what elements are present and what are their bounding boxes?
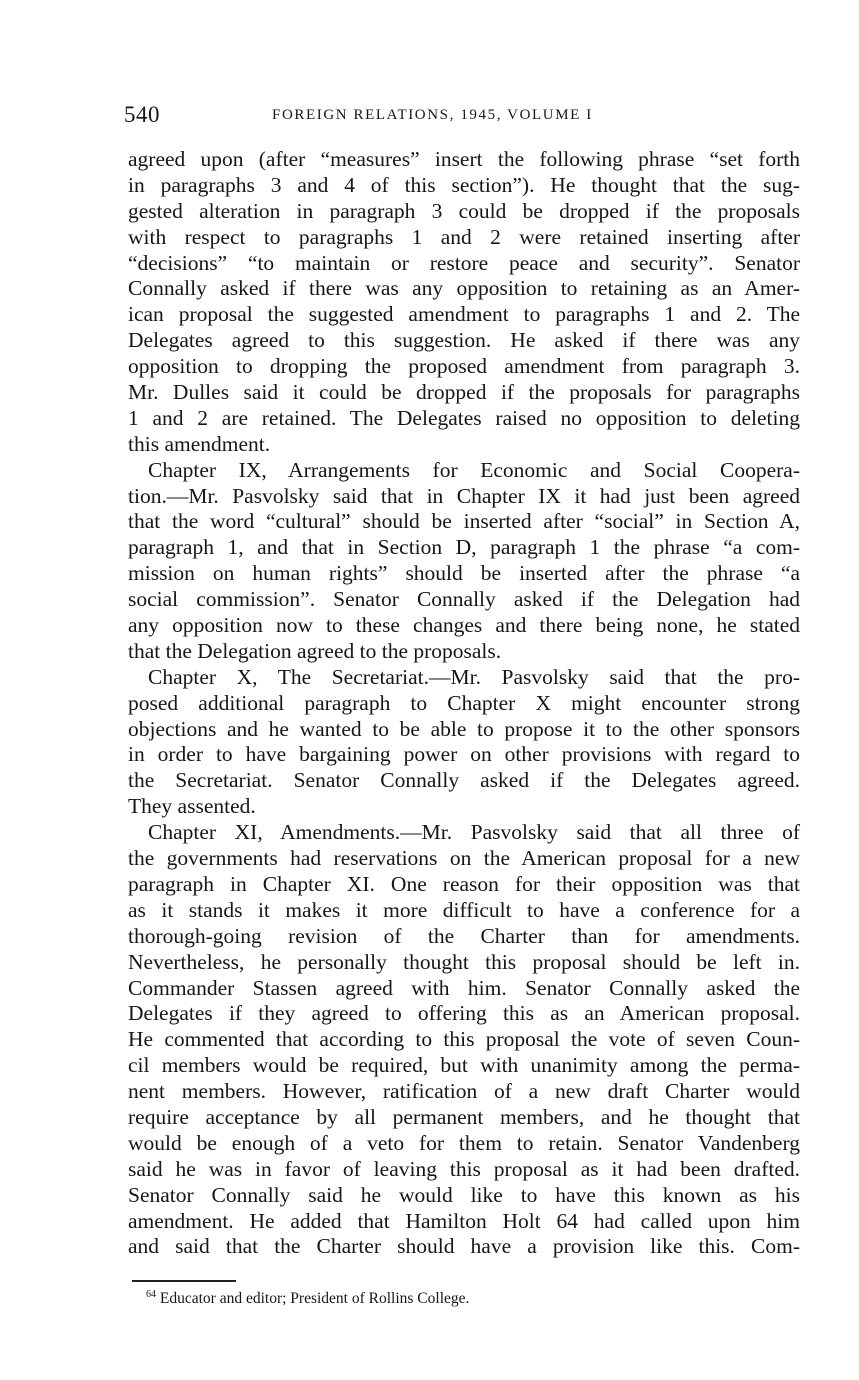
text-line: amendment. He added that Hamilton Holt 64 had called upon him (128, 1208, 800, 1233)
text-line: 1 and 2 are retained. The Delegates raised no opposition to deleting (128, 405, 800, 430)
text-line: nent members. However, ratification of a new draft Charter would (128, 1079, 800, 1104)
text-line: He commented that according to this proposal the vote of seven Coun- (128, 1027, 800, 1052)
text-line: Chapter XI, Amendments.—Mr. Pasvolsky said that all three of (148, 820, 800, 845)
text-line: as it stands it makes it more difficult to have a conference for a (128, 897, 800, 922)
footnote-rule (132, 1280, 236, 1282)
text-line: objections and he wanted to be able to propose it to the other sponsors (128, 716, 800, 741)
text-line: that the word “cultural” should be inserted after “social” in Section A, (128, 509, 800, 534)
text-line: would be enough of a veto for them to retain. Senator Vandenberg (128, 1130, 800, 1155)
text-line: with respect to paragraphs 1 and 2 were retained inserting after (128, 224, 800, 249)
text-line: tion.—Mr. Pasvolsky said that in Chapter IX it had just been agreed (128, 483, 800, 508)
text-line: and said that the Charter should have a provision like this. Com- (128, 1234, 800, 1259)
text-line: “decisions” “to maintain or restore peace and security”. Senator (128, 250, 800, 275)
text-line: Connally asked if there was any opposition to retaining as an Amer- (128, 276, 800, 301)
text-line: Chapter IX, Arrangements for Economic and Social Coopera- (148, 457, 800, 482)
text-line: Nevertheless, he personally thought this proposal should be left in. (128, 949, 800, 974)
page-number: 540 (124, 102, 160, 127)
text-line: gested alteration in paragraph 3 could be dropped if the proposals (128, 198, 800, 223)
text-line: this amendment. (128, 431, 271, 456)
text-line: opposition to dropping the proposed amendment from paragraph 3. (128, 354, 800, 379)
text-line: Commander Stassen agreed with him. Senator Connally asked the (128, 975, 800, 1000)
text-line: mission on human rights” should be inserted after the phrase “a (128, 561, 800, 586)
text-line: Senator Connally said he would like to have this known as his (128, 1182, 800, 1207)
text-line: Delegates if they agreed to offering this as an American proposal. (128, 1001, 800, 1026)
text-line: posed additional paragraph to Chapter X might encounter strong (128, 690, 800, 715)
text-line: cil members would be required, but with unanimity among the perma- (128, 1053, 800, 1078)
text-line: agreed upon (after “measures” insert the following phrase “set forth (128, 147, 800, 171)
text-line: ican proposal the suggested amendment to paragraphs 1 and 2. The (128, 302, 800, 327)
footnote-marker: 64 (146, 1289, 156, 1300)
text-line: social commission”. Senator Connally asked if the Delegation had (128, 587, 800, 612)
text-line: in paragraphs 3 and 4 of this section”). He thought that the sug- (128, 172, 800, 197)
text-line: any opposition now to these changes and there being none, he stated (128, 613, 800, 638)
text-line: the governments had reservations on the American proposal for a new (128, 846, 800, 871)
body-text (128, 147, 800, 1260)
running-title: FOREIGN RELATIONS, 1945, VOLUME I (272, 107, 593, 123)
footnote-text: Educator and editor; President of Rollins College. (159, 1290, 470, 1307)
text-line: said he was in favor of leaving this proposal as it had been drafted. (128, 1156, 800, 1181)
text-line: the Secretariat. Senator Connally asked if the Delegates agreed. (128, 768, 800, 793)
page-header (124, 102, 804, 132)
text-line: paragraph 1, and that in Section D, paragraph 1 the phrase “a com- (128, 535, 800, 560)
text-line: Mr. Dulles said it could be dropped if the proposals for paragraphs (128, 380, 800, 405)
text-line: that the Delegation agreed to the proposals. (128, 638, 502, 663)
text-line: require acceptance by all permanent members, and he thought that (128, 1104, 800, 1129)
footnote (146, 1290, 469, 1308)
text-line: in order to have bargaining power on other provisions with regard to (128, 742, 800, 767)
text-line: Chapter X, The Secretariat.—Mr. Pasvolsky said that the pro- (148, 664, 800, 689)
text-line: Delegates agreed to this suggestion. He asked if there was any (128, 328, 800, 353)
text-line: They assented. (128, 794, 256, 819)
text-line: thorough-going revision of the Charter than for amendments. (128, 923, 800, 948)
text-line: paragraph in Chapter XI. One reason for their opposition was that (128, 871, 800, 896)
